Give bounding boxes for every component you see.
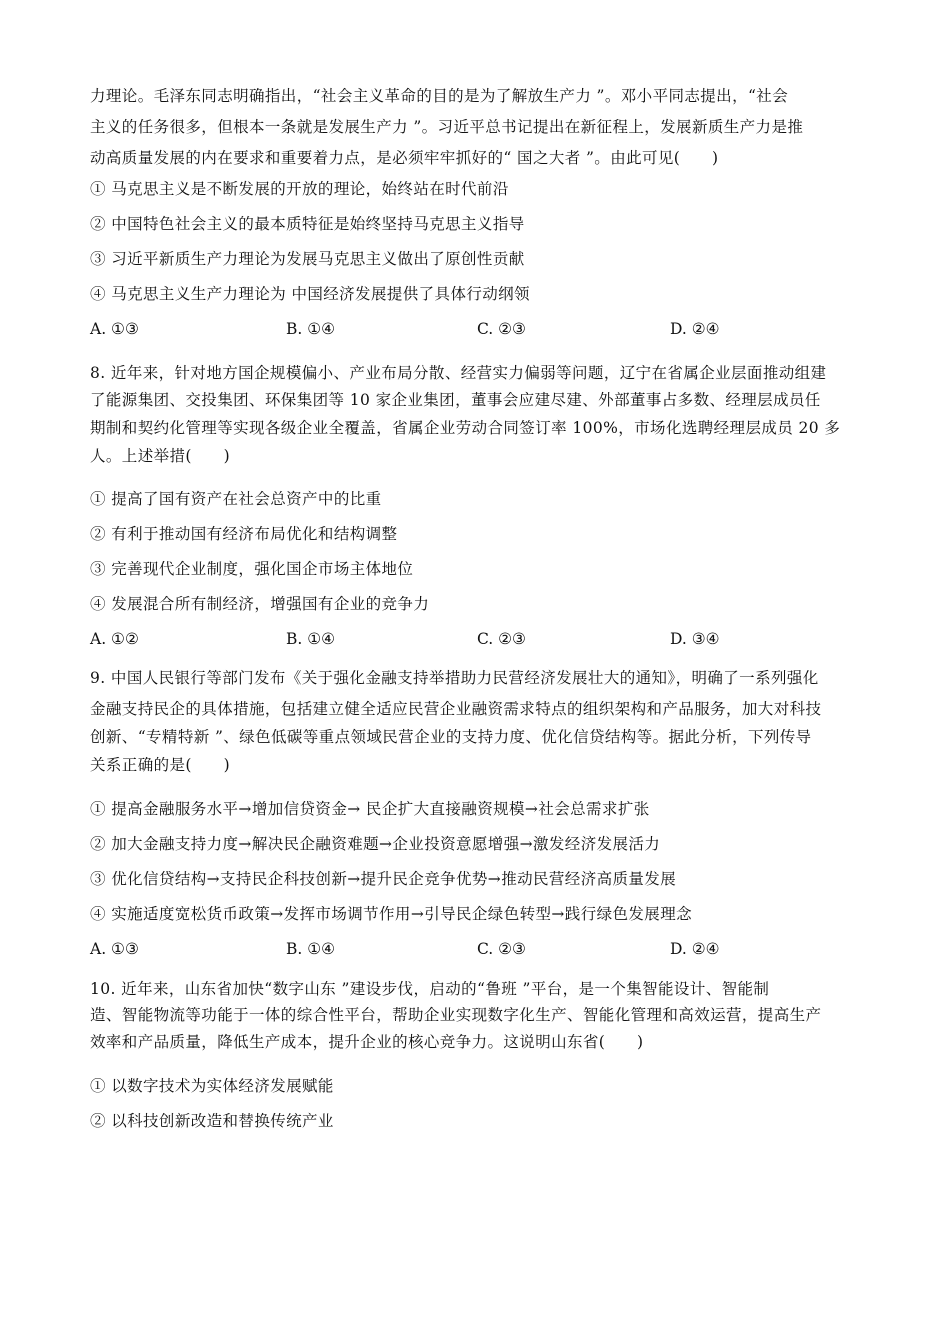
question-7-option-1: ① 马克思主义是不断发展的开放的理论，始终站在时代前沿 <box>90 180 509 198</box>
question-8-option-3: ③ 完善现代企业制度，强化国企市场主体地位 <box>90 560 414 578</box>
choice-d: D. ③④ <box>670 630 720 648</box>
question-9-stem-line: 9. 中国人民银行等部门发布《关于强化金融支持举措助力民营经济发展壮大的通知》，明确了一系列强化 <box>90 669 819 687</box>
question-7-option-2: ② 中国特色社会主义的最本质特征是始终坚持马克思主义指导 <box>90 215 525 233</box>
choice-a: A. ①③ <box>90 940 139 958</box>
question-10-stem-line: 10. 近年来，山东省加快“数字山东 ”建设步伐，启动的“鲁班 ”平台，是一个集智能设计、智能制 <box>90 980 770 998</box>
choice-c: C. ②③ <box>477 630 526 648</box>
question-7-stem-line: 主义的任务很多，但根本一条就是发展生产力 ”。习近平总书记提出在新征程上，发展新质生产力是推 <box>90 118 804 136</box>
question-8-stem-line: 了能源集团、交投集团、环保集团等 10 家企业集团，董事会应建尽建、外部董事占多数、经理层成员任 <box>90 391 821 409</box>
question-10-stem-line: 造、智能物流等功能于一体的综合性平台，帮助企业实现数字化生产、智能化管理和高效运营，提高生产 <box>90 1006 822 1024</box>
question-8-option-4: ④ 发展混合所有制经济，增强国有企业的竞争力 <box>90 595 430 613</box>
question-10-stem-line: 效率和产品质量，降低生产成本，提升企业的核心竞争力。这说明山东省( ) <box>90 1033 644 1051</box>
choice-a: A. ①② <box>90 630 139 648</box>
question-8-stem-line: 期制和契约化管理等实现各级企业全覆盖，省属企业劳动合同签订率 100%，市场化选聘经理层成员 20 多 <box>90 419 841 437</box>
question-9-stem-line: 创新、“专精特新 ”、绿色低碳等重点领域民营企业的支持力度、优化信贷结构等。据此分析，下列传导 <box>90 728 812 746</box>
choice-c: C. ②③ <box>477 940 526 958</box>
question-10-option-1: ① 以数字技术为实体经济发展赋能 <box>90 1077 334 1095</box>
question-8-choices <box>90 629 870 649</box>
question-9-option-3: ③ 优化信贷结构→支持民企科技创新→提升民企竞争优势→推动民营经济高质量发展 <box>90 870 677 888</box>
question-7-option-4: ④ 马克思主义生产力理论为 中国经济发展提供了具体行动纲领 <box>90 285 530 303</box>
question-7-option-3: ③ 习近平新质生产力理论为发展马克思主义做出了原创性贡献 <box>90 250 525 268</box>
question-9-choices <box>90 939 870 959</box>
question-9-stem-line: 金融支持民企的具体措施，包括建立健全适应民营企业融资需求特点的组织架构和产品服务，加大对科技 <box>90 700 822 718</box>
question-8-stem-line: 8. 近年来，针对地方国企规模偏小、产业布局分散、经营实力偏弱等问题，辽宁在省属企业层面推动组建 <box>90 364 827 382</box>
question-9-option-1: ① 提高金融服务水平→增加信贷资金→ 民企扩大直接融资规模→社会总需求扩张 <box>90 800 650 818</box>
question-7-stem-line: 力理论。毛泽东同志明确指出，“社会主义革命的目的是为了解放生产力 ”。邓小平同志提出，“社会 <box>90 87 789 105</box>
choice-a: A. ①③ <box>90 320 139 338</box>
choice-b: B. ①④ <box>286 630 336 648</box>
question-9-stem-line: 关系正确的是( ) <box>90 756 231 774</box>
question-8-option-2: ② 有利于推动国有经济布局优化和结构调整 <box>90 525 398 543</box>
question-7-choices <box>90 319 870 339</box>
question-10-option-2: ② 以科技创新改造和替换传统产业 <box>90 1112 334 1130</box>
question-7-stem-line: 动高质量发展的内在要求和重要着力点，是必须牢牢抓好的“ 国之大者 ”。由此可见( ) <box>90 149 719 167</box>
choice-d: D. ②④ <box>670 320 720 338</box>
question-8-option-1: ① 提高了国有资产在社会总资产中的比重 <box>90 490 382 508</box>
choice-b: B. ①④ <box>286 940 336 958</box>
choice-b: B. ①④ <box>286 320 336 338</box>
question-9-option-4: ④ 实施适度宽松货币政策→发挥市场调节作用→引导民企绿色转型→践行绿色发展理念 <box>90 905 692 923</box>
choice-d: D. ②④ <box>670 940 720 958</box>
question-9-option-2: ② 加大金融支持力度→解决民企融资难题→企业投资意愿增强→激发经济发展活力 <box>90 835 661 853</box>
choice-c: C. ②③ <box>477 320 526 338</box>
question-8-stem-line: 人。上述举措( ) <box>90 447 231 465</box>
